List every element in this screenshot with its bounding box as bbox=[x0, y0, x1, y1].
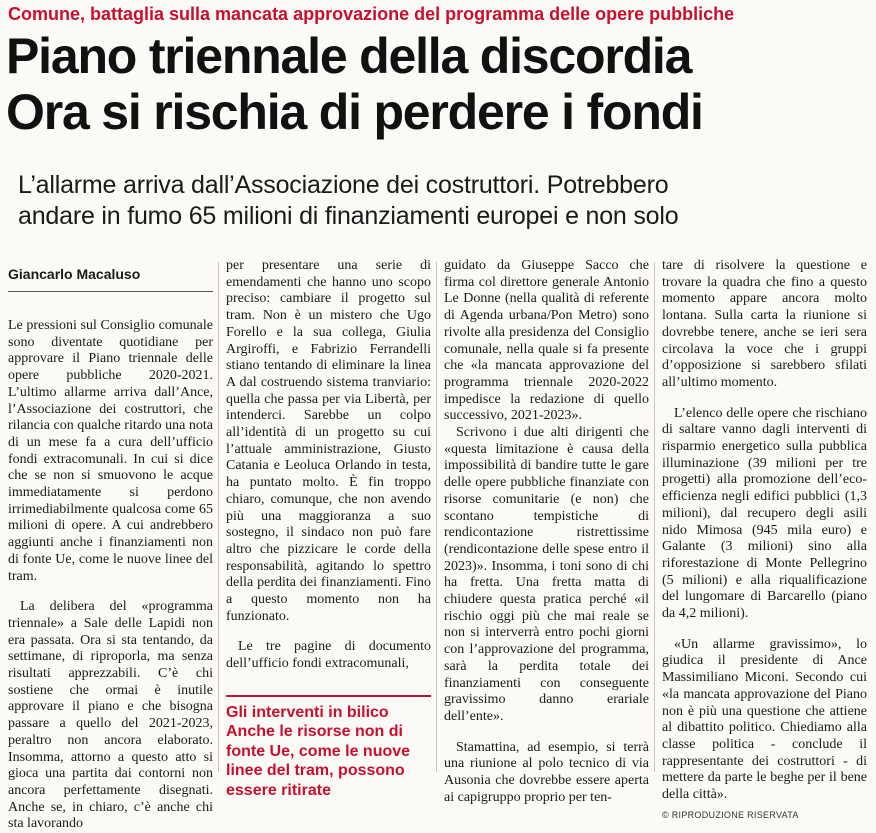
paragraph: Stamattina, ad esempio, si terrà una riunione al polo tecnico di via Ausonia che dovrebbe essere aperta ai capigruppo proprio per ten- bbox=[444, 739, 649, 805]
paragraph: guidato da Giuseppe Sacco che firma col direttore generale Antonio Le Donne (nella qualità di referente di Agenda urbana/Pon Metro) sono rivolte alla presidenza del Consiglio comunale, nella quale si fa presente che «la mancata approvazione del programma triennale 2020-2022 impedisce la redazione di quello successivo, 2021-2023». bbox=[444, 258, 649, 424]
article-column-4 bbox=[662, 258, 867, 824]
subheadline-line-2: andare in fumo 65 milioni di finanziamenti europei e non solo bbox=[18, 202, 679, 230]
paragraph: per presentare una serie di emendamenti che hanno uno scopo preciso: cambiare il progetto sul tram. Non è un mistero che Ugo Forello e la sua collega, Giulia Argiroffi, e Fabrizio Ferrandelli stiano tentando di eliminare la linea A dal costruendo sistema tranviario: quella che passa per via Libertà, per intenderci. Sarebbe un colpo all’identità di un progetto su cui l’attuale amministrazione, Giusto Catania e Leoluca Orlando in testa, ha puntato molto. È fin troppo chiaro, comunque, che non avendo più una maggioranza a suo sostegno, il sindaco non può fare altro che pizzicare le corde della responsabilità, agitando lo spettro della perdita dei finanziamenti. Fino a questo momento non ha funzionato. bbox=[226, 258, 431, 624]
kicker: Comune, battaglia sulla mancata approvazione del programma delle opere pubbliche bbox=[8, 4, 735, 24]
subheadline bbox=[18, 170, 868, 232]
byline: Giancarlo Macaluso bbox=[8, 265, 213, 292]
paragraph: Scrivono i due alti dirigenti che «questa limitazione è causa della impossibilità di bandire tutte le gare delle opere pubbliche finanziate con risorse comunitarie (e non) che scontano tempistiche di rendicontazione ristrettissime (rendicontazione delle spese entro il 2023)». Insomma, i toni sono di chi ha fretta. Una fretta matta di chiudere questa pratica perché «il rischio oggi più che mai reale se non si interverrà entro pochi giorni con l’approvazione del programma, sarà la perdita totale dei finanziamenti con conseguente gravissimo danno erariale dell’ente». bbox=[444, 425, 649, 724]
paragraph: Le tre pagine di documento dell’ufficio fondi extracomunali, bbox=[226, 639, 431, 672]
article-column-1 bbox=[8, 258, 213, 833]
paragraph: L’elenco delle opere che rischiano di saltare vanno dagli interventi di risparmio energetico sulla pubblica illuminazione (39 milioni per tre progetti) alla promozione dell’eco-efficienza negli edifici pubblici (1,3 milioni), dal recupero degli asili nido Mimosa (945 mila euro) e Galante (3 milioni) sino alla riforestazione di Monte Pellegrino (5 milioni) e alla riqualificazione del lungomare di Barcarello (piano da 4,2 milioni). bbox=[662, 405, 867, 622]
column-divider bbox=[218, 262, 219, 772]
column-divider bbox=[436, 262, 437, 772]
copyright-notice: © RIPRODUZIONE RISERVATA bbox=[662, 809, 799, 820]
column-divider bbox=[654, 262, 655, 772]
headline bbox=[6, 28, 872, 140]
article-column-3 bbox=[444, 258, 649, 807]
paragraph: tare di risolvere la questione e trovare la quadra che fino a questo momento appare ancora molto lontana. Sulla carta la riunione si dovrebbe tenere, anche se ieri sera circolava la voce che i gruppi d’opposizione si sarebbero sfilati all’ultimo momento. bbox=[662, 258, 867, 390]
headline-line-1: Piano triennale della discordia bbox=[6, 28, 692, 84]
pull-quote: Gli interventi in bilico Anche le risorse non di fonte Ue, come le nuove linee del tram, possono essere ritirate bbox=[226, 695, 431, 801]
article-column-2 bbox=[226, 258, 431, 800]
paragraph: Le pressioni sul Consiglio comunale sono diventate quotidiane per approvare il Piano triennale delle opere pubbliche 2020-2021. L’ultimo allarme arriva dall’Ance, l’Associazione dei costruttori, che rilancia con qualche ritardo una nota di un mese fa a cura dell’ufficio fondi extracomunali. In cui si dice che se non si smuovono le acque immediatamente si perdono irrimediabilmente qualcosa come 65 milioni di opere. A cui andrebbero aggiunti anche i finanziamenti non di fonte Ue, come le nuove linee del tram. bbox=[8, 318, 213, 584]
paragraph: «Un allarme gravissimo», lo giudica il presidente di Ance Massimiliano Miconi. Secondo cui «la mancata approvazione del Piano non è più una questione che attiene al dibattito politico. Chiediamo alla classe politica - conclude il rappresentante dei costruttori - di mettere da parte le beghe per il bene della città». bbox=[662, 636, 867, 803]
paragraph: La delibera del «programma triennale» a Sale delle Lapidi non era passata. Ora si sta tentando, da settimane, di riproporla, ma senza risultati apprezzabili. C’è chi sostiene che ormai è inutile approvare il piano e che bisogna passare a quello del 2021-2023, peraltro non ancora elaborato. Insomma, attorno a questo atto si gioca una partita dai contorni non ancora perfettamente disegnati. Anche se, in chiaro, c’è anche chi sta lavorando bbox=[8, 599, 213, 832]
headline-line-2: Ora si rischia di perdere i fondi bbox=[6, 84, 703, 140]
subheadline-line-1: L’allarme arriva dall’Associazione dei costruttori. Potrebbero bbox=[18, 171, 669, 199]
